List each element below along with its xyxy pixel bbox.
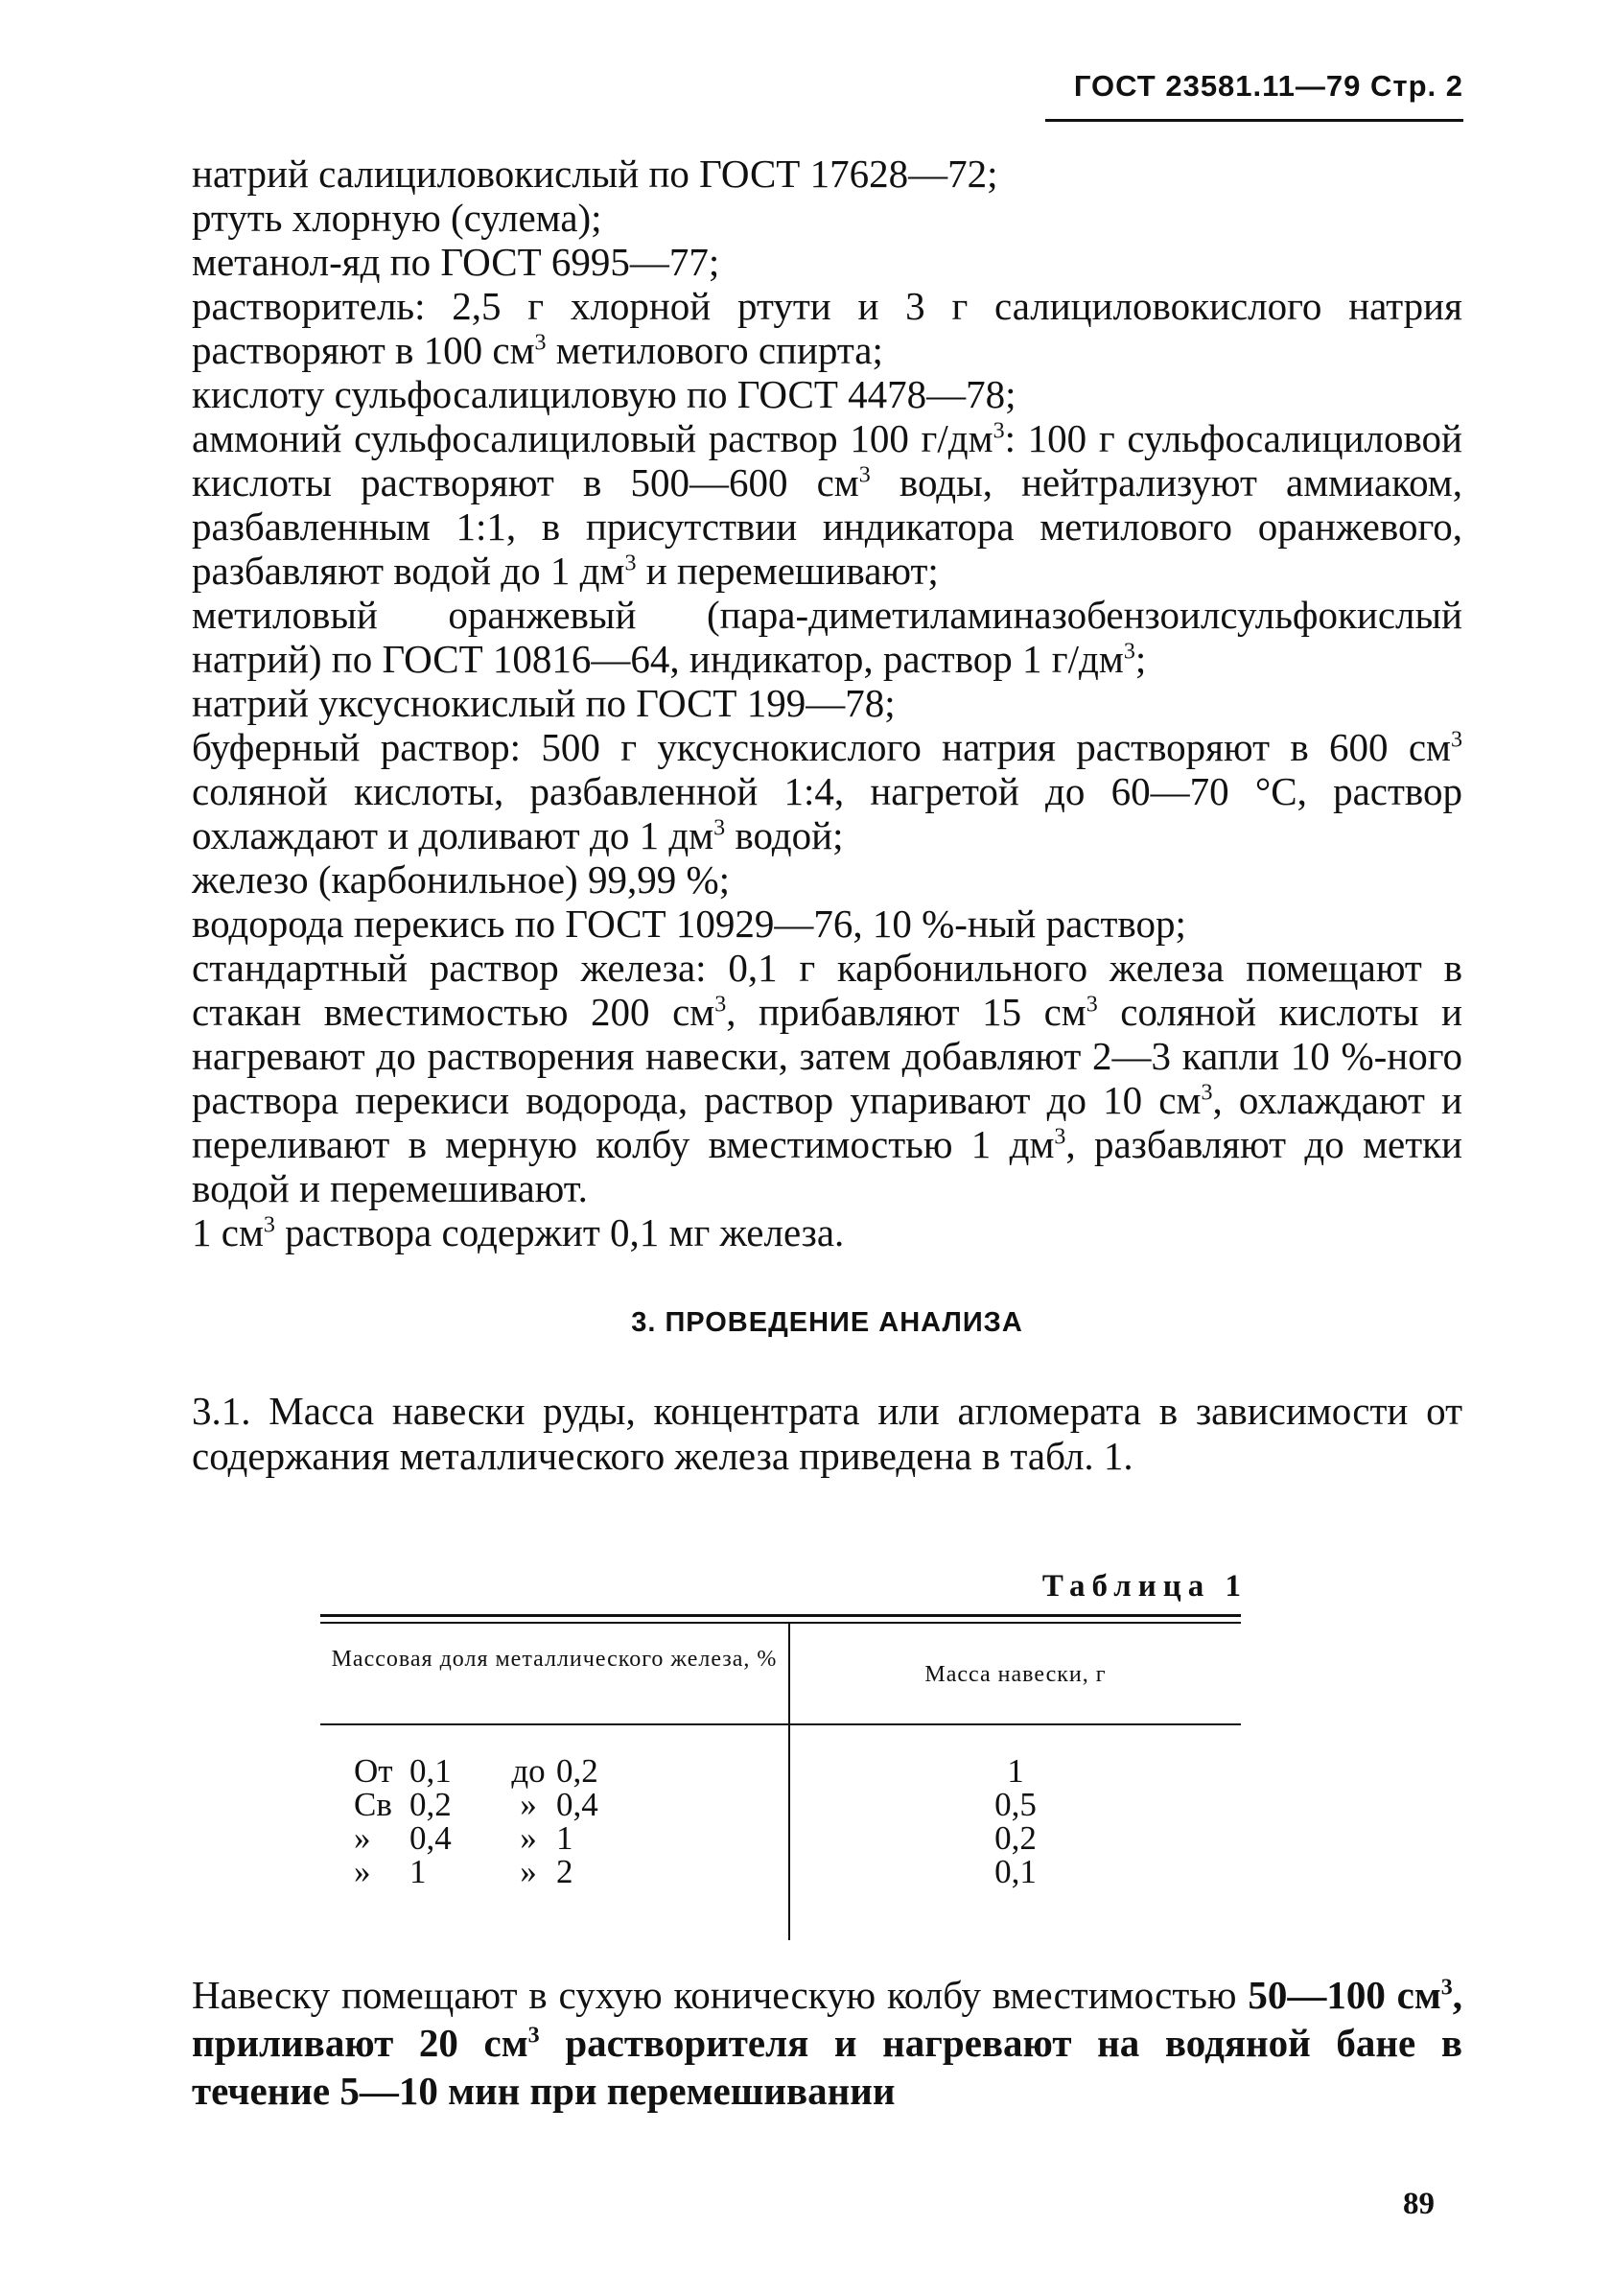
- procedure-text-bold: 50—100 $см^3$, приливают 20 $см^3$ растворителя и нагревают на водяной бане в течение 5—10 мин при перемешивании: [192, 1973, 1462, 2113]
- mass-value: 1: [1007, 1752, 1024, 1790]
- table-row: [354, 1754, 776, 1788]
- range-prefix: »: [354, 1853, 371, 1890]
- table-header-iron-fraction: Массовая доля металлического железа, %: [331, 1647, 778, 1672]
- reagent-item: буферный раствор: 500 г уксуснокислого натрия растворяют в 600 $см^3$ соляной кислоты, разбавленной 1:4, нагретой до 60—70 °С, раствор охлаждают и доливают до 1 $дм^3$ водой;: [192, 725, 1462, 857]
- range-sep: до: [511, 1752, 546, 1790]
- table-header-rule: [320, 1723, 1241, 1725]
- reagent-item: стандартный раствор железа: 0,1 г карбонильного железа помещают в стакан вместимостью 200 $см^3$, прибавляют 15 $см^3$ соляной кислоты и нагревают до растворения навески, затем добавляют 2—3 капли 10 %-ного раствора перекиси водорода, раствор упаривают до 10 $см^3$, охлаждают и переливают в мерную колбу вместимостью 1 $дм^3$, разбавляют до метки водой и перемешивают.: [192, 946, 1463, 1210]
- range-prefix: Св: [354, 1786, 392, 1823]
- table-row: [354, 1855, 776, 1888]
- reagent-item: натрий салициловокислый по ГОСТ 17628—72;: [192, 152, 998, 196]
- procedure-text-start: Навеску помещают в сухую коническую колбу вместимостью: [192, 1973, 1249, 2017]
- header-rule: [1045, 119, 1463, 122]
- range-to: 1: [556, 1819, 573, 1857]
- table-row: [354, 1788, 776, 1821]
- reagent-item: 1 $см^3$ раствора содержит 0,1 мг железа.: [192, 1210, 845, 1254]
- section-heading: 3. ПРОВЕДЕНИЕ АНАЛИЗА: [631, 1307, 1023, 1338]
- range-to: 0,2: [556, 1752, 598, 1790]
- range-from: 1: [409, 1853, 427, 1890]
- range-prefix: От: [354, 1752, 393, 1790]
- paragraph-procedure: [192, 1971, 1462, 2115]
- range-from: 0,2: [409, 1786, 452, 1823]
- table-rule-top: [320, 1614, 1241, 1617]
- page-number: 89: [1403, 2187, 1435, 2221]
- table-col-sample-mass: [790, 1754, 1241, 1888]
- range-from: 0,1: [409, 1752, 452, 1790]
- range-to: 0,4: [556, 1786, 598, 1823]
- range-sep: »: [520, 1819, 537, 1857]
- reagent-item: растворитель: 2,5 г хлорной ртути и 3 г салициловокислого натрия растворяют в 100 $см^3$ метилового спирта;: [192, 284, 1462, 372]
- reagent-item: метиловый оранжевый (пара-диметиламиназобензоилсульфокислый натрий) по ГОСТ 10816—64, индикатор, раствор 1 $г/дм^3$;: [192, 593, 1462, 681]
- paragraph-3-1: 3.1. Масса навески руды, концентрата или агломерата в зависимости от содержания металлического железа приведена в табл. 1.: [192, 1389, 1462, 1478]
- mass-value: 0,2: [994, 1819, 1037, 1857]
- table-row: [354, 1821, 776, 1855]
- range-from: 0,4: [409, 1819, 452, 1857]
- reagent-item: ртуть хлорную (сулема);: [192, 196, 602, 240]
- mass-value: 0,1: [994, 1853, 1037, 1890]
- reagent-item: водорода перекись по ГОСТ 10929—76, 10 %-ный раствор;: [192, 902, 1186, 946]
- reagent-item: аммоний сульфосалициловый раствор 100 $г/дм^3$: 100 г сульфосалициловой кислоты растворяют в 500—600 $см^3$ воды, нейтрализуют аммиаком, разбавленным 1:1, в присутствии индикатора метилового оранжевого, разбавляют водой до 1 $дм^3$ и перемешивают;: [192, 416, 1462, 593]
- reagent-item: железо (карбонильное) 99,99 %;: [192, 857, 730, 902]
- table-header-sample-mass: Масса навески, г: [924, 1662, 1107, 1687]
- range-sep: »: [520, 1786, 537, 1823]
- page-header: ГОСТ 23581.11—79 Стр. 2: [1073, 69, 1463, 103]
- range-to: 2: [556, 1853, 573, 1890]
- mass-table: [320, 1614, 1241, 1940]
- table-caption: Таблица 1: [1041, 1569, 1248, 1604]
- reagents-list: [192, 152, 1462, 1254]
- reagent-item: натрий уксуснокислый по ГОСТ 199—78;: [192, 681, 896, 725]
- reagent-item: кислоту сульфосалициловую по ГОСТ 4478—78;: [192, 372, 1016, 416]
- table-col-iron-fraction: [354, 1754, 776, 1888]
- range-sep: »: [520, 1853, 537, 1890]
- reagent-item: метанол-яд по ГОСТ 6995—77;: [192, 240, 720, 284]
- table-rule-top-double: [320, 1622, 1241, 1624]
- range-prefix: »: [354, 1819, 371, 1857]
- mass-value: 0,5: [994, 1786, 1037, 1823]
